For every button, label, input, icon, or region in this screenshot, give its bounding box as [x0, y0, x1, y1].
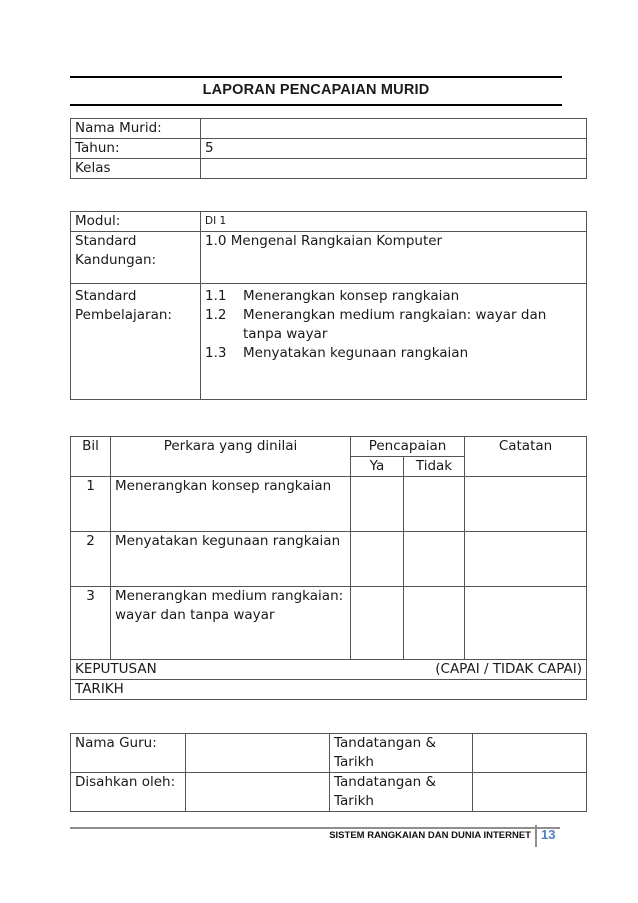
row-perkara: Menerangkan konsep rangkaian [111, 477, 351, 532]
sp-list-item [205, 287, 582, 306]
sp-item-text: Menerangkan medium rangkaian: wayar dan tanpa wayar [243, 307, 547, 342]
assessment-header-row [71, 437, 587, 457]
student-name-label: Nama Murid: [71, 119, 201, 139]
standard-kandungan-label-line2: Kandungan: [75, 252, 157, 268]
standard-kandungan-row [71, 232, 587, 284]
row-perkara: Menyatakan kegunaan rangkaian [111, 532, 351, 587]
header-tidak: Tidak [404, 457, 465, 477]
sp-list-item [205, 344, 582, 363]
row-tidak-cell[interactable] [404, 532, 465, 587]
header-pencapaian: Pencapaian [351, 437, 465, 457]
assessment-table [70, 436, 587, 700]
sp-list-item [205, 306, 582, 344]
row-catatan-cell[interactable] [465, 587, 587, 660]
student-class-value[interactable] [201, 159, 587, 179]
footer-rule [70, 827, 560, 829]
row-bil: 1 [71, 477, 111, 532]
sp-item-number: 1.3 [205, 345, 227, 361]
row-ya-cell[interactable] [351, 587, 404, 660]
page-title: LAPORAN PENCAPAIAN MURID [202, 82, 430, 98]
module-table [70, 211, 587, 400]
standard-pembelajaran-label [71, 284, 201, 400]
tarikh-row [71, 680, 587, 700]
keputusan-row [71, 660, 587, 680]
assessment-row [71, 587, 587, 660]
row-tidak-cell[interactable] [404, 587, 465, 660]
standard-pembelajaran-row [71, 284, 587, 400]
page-number: 13 [541, 827, 556, 842]
standard-pembelajaran-label-line1: Standard [75, 288, 137, 304]
student-class-label: Kelas [71, 159, 201, 179]
sp-item-text: Menerangkan konsep rangkaian [243, 288, 460, 304]
header-bil: Bil [71, 437, 111, 477]
header-ya: Ya [351, 457, 404, 477]
row-ya-cell[interactable] [351, 477, 404, 532]
disahkan-label: Disahkan oleh: [71, 773, 186, 812]
row-bil: 2 [71, 532, 111, 587]
sp-item-number: 1.1 [205, 288, 227, 304]
signoff-row [71, 734, 587, 773]
header-catatan: Catatan [465, 437, 587, 477]
keputusan-cell [71, 660, 587, 680]
footer-separator [535, 825, 537, 847]
guru-name-cell[interactable] [186, 734, 330, 773]
standard-pembelajaran-label-line2: Pembelajaran: [75, 307, 172, 323]
row-bil: 3 [71, 587, 111, 660]
signature-label-2: Tandatangan & Tarikh [330, 773, 473, 812]
student-row [71, 119, 587, 139]
row-tidak-cell[interactable] [404, 477, 465, 532]
signoff-table [70, 733, 587, 812]
student-year-value[interactable]: 5 [201, 139, 587, 159]
keputusan-label: KEPUTUSAN [75, 661, 157, 677]
student-row [71, 159, 587, 179]
signoff-row [71, 773, 587, 812]
header-perkara: Perkara yang dinilai [111, 437, 351, 477]
tarikh-label: TARIKH [71, 680, 587, 700]
student-info-table [70, 118, 587, 179]
module-label: Modul: [71, 212, 201, 232]
keputusan-value[interactable]: (CAPAI / TIDAK CAPAI) [435, 661, 582, 677]
signature-cell-1[interactable] [473, 734, 587, 773]
row-catatan-cell[interactable] [465, 477, 587, 532]
guru-label: Nama Guru: [71, 734, 186, 773]
signature-cell-2[interactable] [473, 773, 587, 812]
standard-kandungan-label [71, 232, 201, 284]
assessment-row [71, 532, 587, 587]
signature-label-1: Tandatangan & Tarikh [330, 734, 473, 773]
row-ya-cell[interactable] [351, 532, 404, 587]
footer-title: SISTEM RANGKAIAN DAN DUNIA INTERNET [329, 830, 531, 841]
disahkan-name-cell[interactable] [186, 773, 330, 812]
sp-item-number: 1.2 [205, 307, 227, 323]
standard-pembelajaran-list [201, 284, 587, 400]
sp-item-text: Menyatakan kegunaan rangkaian [243, 345, 469, 361]
student-row [71, 139, 587, 159]
title-rule-bottom [70, 104, 562, 106]
student-year-label: Tahun: [71, 139, 201, 159]
row-perkara: Menerangkan medium rangkaian: wayar dan tanpa wayar [111, 587, 351, 660]
standard-kandungan-value: 1.0 Mengenal Rangkaian Komputer [201, 232, 587, 284]
title-rule-top [70, 76, 562, 78]
module-row [71, 212, 587, 232]
module-value: DI 1 [201, 212, 587, 232]
assessment-row [71, 477, 587, 532]
row-catatan-cell[interactable] [465, 532, 587, 587]
student-name-value[interactable] [201, 119, 587, 139]
standard-kandungan-label-line1: Standard [75, 233, 137, 249]
